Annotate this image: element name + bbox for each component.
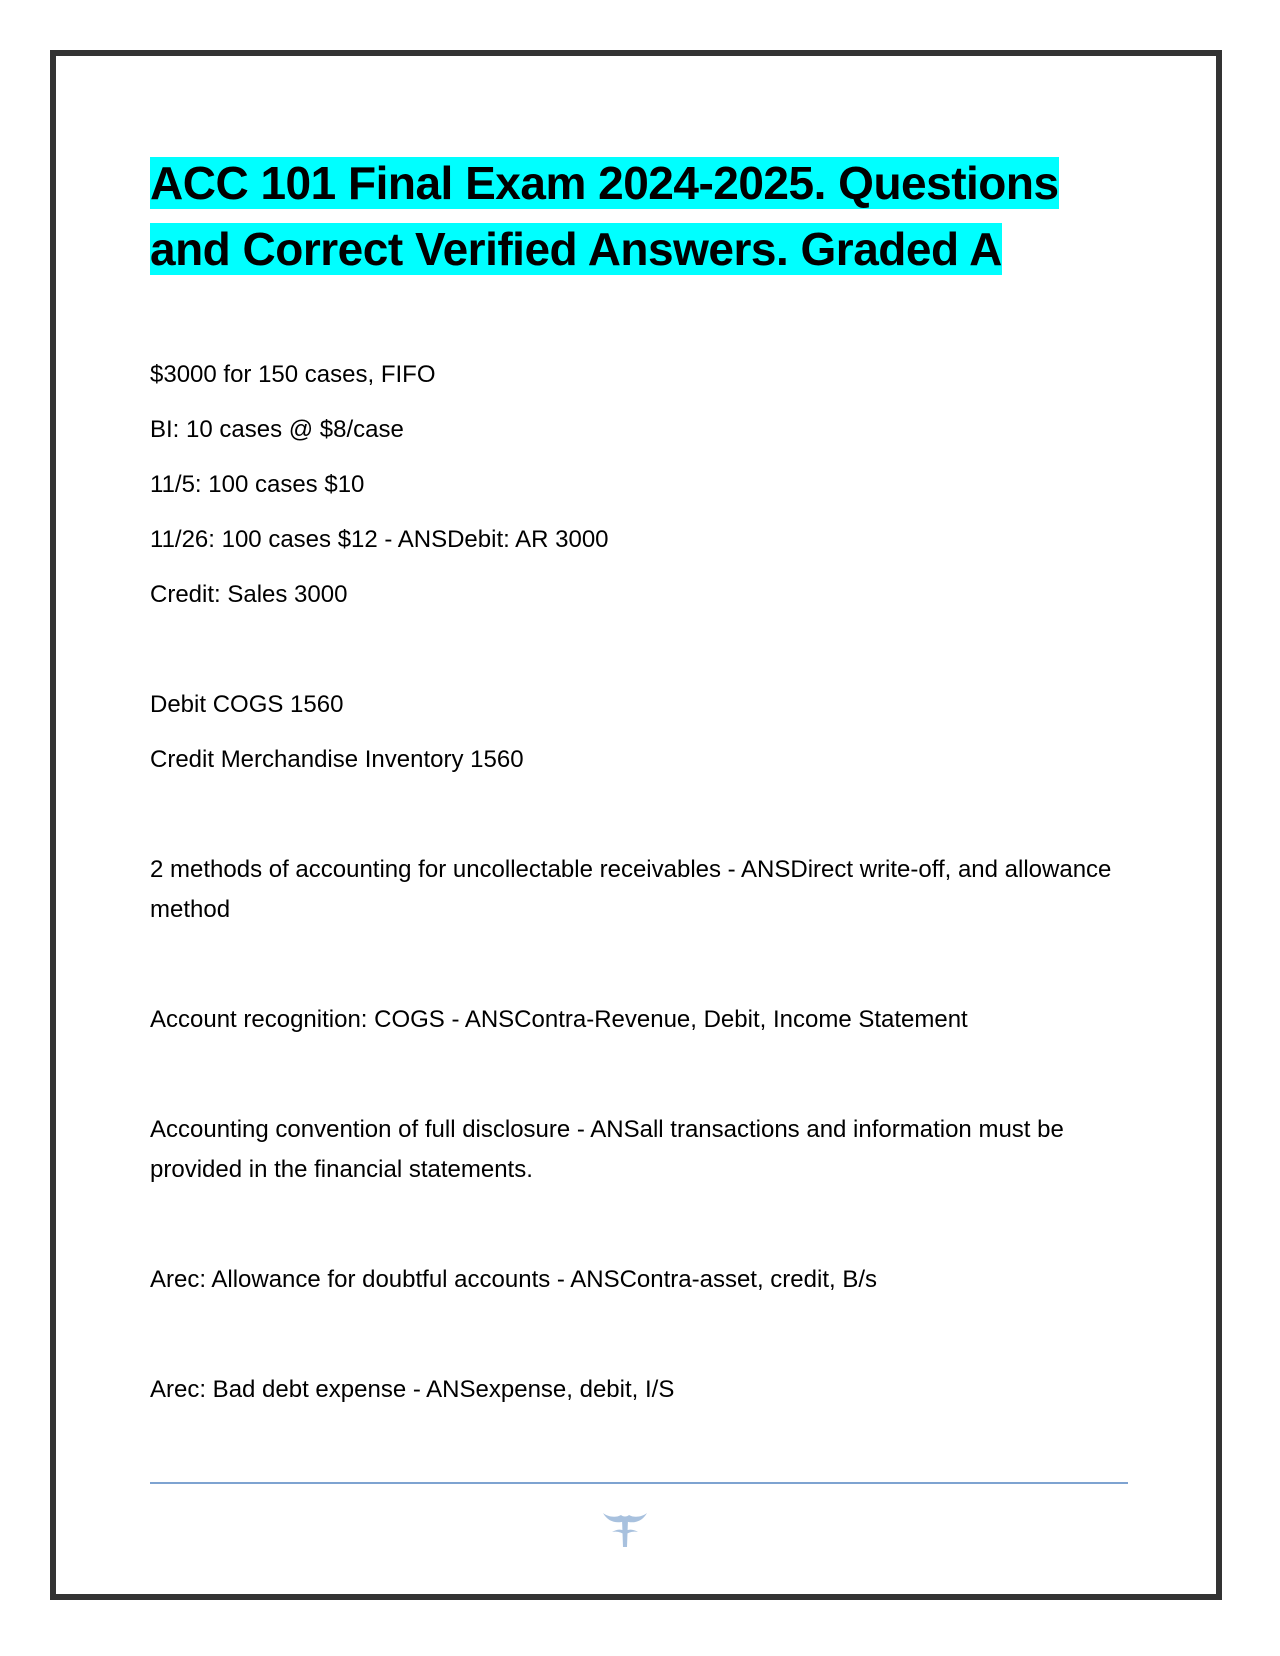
text-line: Arec: Allowance for doubtful accounts - ANSContra-asset, credit, B/s bbox=[150, 1266, 878, 1293]
bird-logo-icon bbox=[600, 1500, 650, 1550]
text-line: Debit COGS 1560 bbox=[150, 691, 344, 718]
text-block bbox=[150, 1110, 1130, 1190]
text-line: Credit: Sales 3000 bbox=[150, 581, 348, 608]
text-block bbox=[150, 1000, 1130, 1040]
text-block bbox=[150, 1260, 1130, 1300]
text-block bbox=[150, 1370, 1130, 1410]
text-block bbox=[150, 850, 1130, 930]
text-line: Account recognition: COGS - ANSContra-Revenue, Debit, Income Statement bbox=[150, 1006, 968, 1033]
text-line: Arec: Bad debt expense - ANSexpense, debit, I/S bbox=[150, 1376, 675, 1403]
document-body bbox=[150, 355, 1130, 1425]
text-line: Credit Merchandise Inventory 1560 bbox=[150, 746, 524, 773]
text-line: 11/26: 100 cases $12 - ANSDebit: AR 3000 bbox=[150, 526, 609, 553]
document-title bbox=[150, 150, 1130, 282]
block-spacer bbox=[150, 945, 1130, 1000]
footer-divider bbox=[150, 1482, 1128, 1484]
block-spacer bbox=[150, 1205, 1130, 1260]
text-line: $3000 for 150 cases, FIFO bbox=[150, 361, 436, 388]
text-block bbox=[150, 355, 1130, 615]
title-highlight: ACC 101 Final Exam 2024-2025. Questions and Correct Verified Answers. Graded A bbox=[150, 157, 1059, 275]
block-spacer bbox=[150, 1055, 1130, 1110]
block-spacer bbox=[150, 1315, 1130, 1370]
text-line: BI: 10 cases @ $8/case bbox=[150, 416, 404, 443]
block-spacer bbox=[150, 795, 1130, 850]
text-line: 2 methods of accounting for uncollectable receivables - ANSDirect write-off, and allowance method bbox=[150, 856, 1112, 923]
text-block bbox=[150, 685, 1130, 780]
block-spacer bbox=[150, 630, 1130, 685]
text-line: Accounting convention of full disclosure - ANSall transactions and information must be provided in the financial statements. bbox=[150, 1116, 1064, 1183]
text-line: 11/5: 100 cases $10 bbox=[150, 471, 365, 498]
